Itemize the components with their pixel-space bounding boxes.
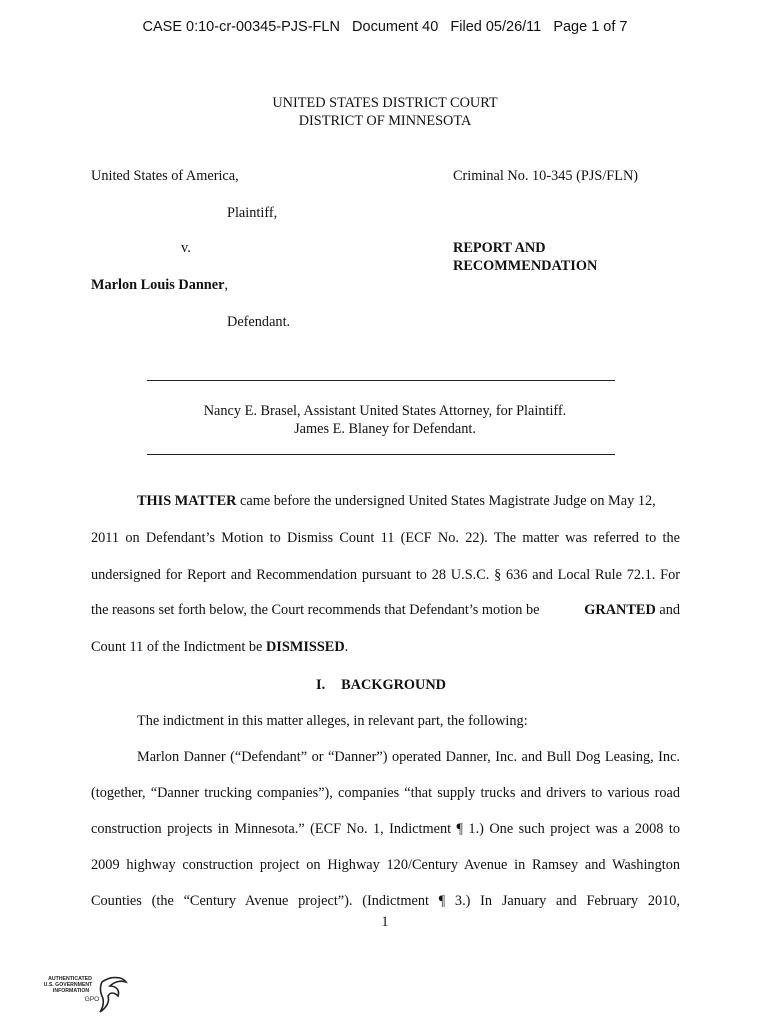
- granted: GRANTED: [584, 602, 656, 618]
- background-line-4: 2009 highway construction project on Highway 120/Century Avenue in Ramsey and Washington: [91, 857, 680, 873]
- dismissed: DISMISSED: [265, 639, 345, 655]
- section-number: I.: [316, 677, 326, 693]
- background-line-2: (together, “Danner trucking companies”), companies “that supply trucks and drivers to various road: [91, 785, 680, 801]
- counsel-block: [0, 402, 770, 438]
- intro-line-5: [91, 638, 680, 656]
- court-district: DISTRICT OF MINNESOTA: [298, 113, 472, 129]
- document-title-line2: RECOMMENDATION: [453, 258, 598, 274]
- gpo-authentication-seal: [44, 974, 134, 1016]
- docket-header: [0, 19, 770, 35]
- section-title: BACKGROUND: [341, 677, 446, 693]
- background-intro: The indictment in this matter alleges, in relevant part, the following:: [137, 713, 528, 729]
- document-title: [453, 239, 597, 275]
- intro-line-4-text: the reasons set forth below, the Court recommends that Defendant’s motion be: [91, 602, 544, 618]
- background-line-3: construction projects in Minnesota.” (ECF No. 1, Indictment ¶ 1.) One such project was a 2008 to: [91, 821, 680, 837]
- document-title-line1: REPORT AND: [453, 240, 546, 256]
- intro-line-4-end: and: [655, 602, 680, 618]
- case-number: CASE 0:10-cr-00345-PJS-FLN: [142, 19, 340, 35]
- plaintiff-name: United States of America,: [91, 168, 239, 184]
- court-heading: [0, 94, 770, 130]
- intro-line-4: [91, 601, 680, 619]
- criminal-number: Criminal No. 10-345 (PJS/FLN): [453, 168, 639, 184]
- seal-line-2: U.S. GOVERNMENT: [44, 982, 93, 988]
- divider-bottom: [147, 454, 615, 455]
- defendant-role: Defendant.: [227, 314, 291, 330]
- defendant-name: Marlon Louis Danner: [91, 277, 225, 293]
- intro-line-1-text: came before the undersigned United States Magistrate Judge on May 12,: [236, 493, 656, 509]
- intro-line-2: 2011 on Defendant’s Motion to Dismiss Count 11 (ECF No. 22). The matter was referred to the: [91, 530, 680, 546]
- intro-line-3: undersigned for Report and Recommendation pursuant to 28 U.S.C. § 636 and Local Rule 72.1. For: [91, 567, 680, 583]
- this-matter: THIS MATTER: [137, 493, 237, 509]
- document-number: Document 40: [352, 19, 439, 35]
- versus: v.: [181, 240, 191, 256]
- gpo-eagle-icon: [44, 974, 134, 1016]
- seal-line-3: INFORMATION: [52, 988, 90, 994]
- defendant-counsel: James E. Blaney for Defendant.: [294, 421, 476, 437]
- defendant-comma: ,: [224, 277, 229, 293]
- divider-top: [147, 380, 615, 381]
- section-heading: [316, 676, 446, 694]
- intro-line-1: [137, 492, 680, 510]
- plaintiff-role: Plaintiff,: [227, 205, 278, 221]
- defendant-caption: [91, 276, 228, 294]
- page-indicator: Page 1 of 7: [553, 19, 628, 35]
- filed-date: Filed 05/26/11: [450, 19, 542, 35]
- seal-line-1: AUTHENTICATED: [48, 976, 92, 982]
- seal-line-4: GPO: [84, 996, 100, 1003]
- intro-line-5-text: Count 11 of the Indictment be: [91, 639, 266, 655]
- court-name: UNITED STATES DISTRICT COURT: [272, 95, 498, 111]
- page-number: 1: [381, 914, 389, 930]
- background-line-1: Marlon Danner (“Defendant” or “Danner”) operated Danner, Inc. and Bull Dog Leasing, Inc.: [137, 749, 680, 765]
- plaintiff-counsel: Nancy E. Brasel, Assistant United States Attorney, for Plaintiff.: [203, 403, 567, 419]
- background-line-5: Counties (the “Century Avenue project”). (Indictment ¶ 3.) In January and February 2010,: [91, 893, 680, 909]
- intro-line-5-end: .: [344, 639, 349, 655]
- eagle-shape: [100, 978, 126, 1013]
